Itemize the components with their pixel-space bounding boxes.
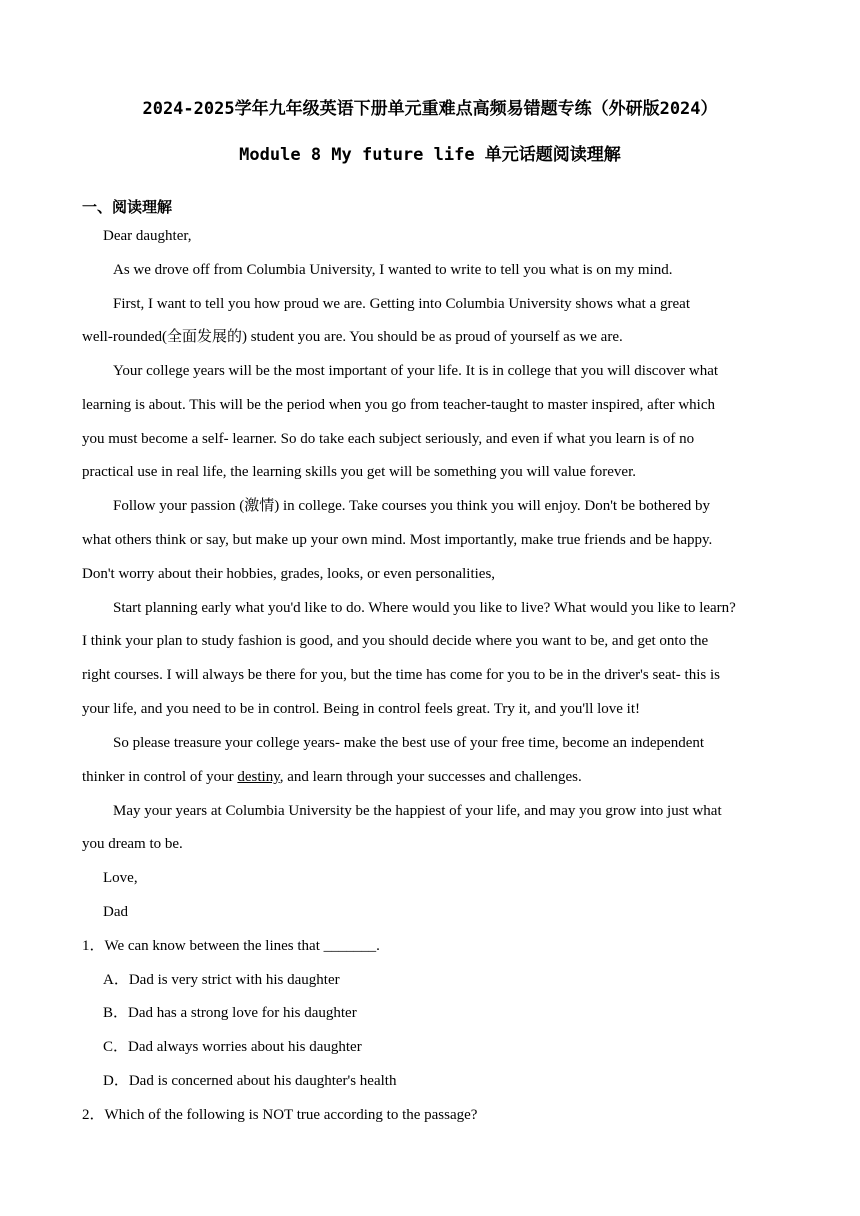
letter-line: what others think or say, but make up your own mind. Most importantly, make true friends and be happy. bbox=[82, 532, 713, 548]
question-stem: 1．We can know between the lines that _______. bbox=[82, 938, 380, 954]
answer-option-c: C．Dad always worries about his daughter bbox=[103, 1039, 362, 1055]
letter-signature: Dad bbox=[103, 904, 128, 920]
text-segment: , and learn through your successes and challenges. bbox=[279, 769, 582, 785]
question-stem: 2．Which of the following is NOT true according to the passage? bbox=[82, 1107, 478, 1123]
letter-line: Don't worry about their hobbies, grades, looks, or even personalities, bbox=[82, 566, 496, 582]
underlined-word-destiny: destiny bbox=[237, 769, 280, 785]
answer-option-d: D．Dad is concerned about his daughter's health bbox=[103, 1073, 397, 1089]
letter-line: your life, and you need to be in control. Being in control feels great. Try it, and you'll love it! bbox=[82, 701, 641, 717]
letter-line: Your college years will be the most important of your life. It is in college that you will discover what bbox=[113, 363, 719, 379]
letter-line: Start planning early what you'd like to do. Where would you like to live? What would you like to learn? bbox=[113, 600, 736, 616]
letter-closing: Love, bbox=[103, 870, 138, 886]
answer-option-b: B．Dad has a strong love for his daughter bbox=[103, 1005, 357, 1021]
section-heading: 一、阅读理解 bbox=[82, 198, 173, 216]
letter-line: So please treasure your college years- make the best use of your free time, become an independent bbox=[113, 735, 705, 751]
letter-line: learning is about. This will be the period when you go from teacher-taught to master inspired, after which bbox=[82, 397, 715, 413]
letter-line: right courses. I will always be there for you, but the time has come for you to be in the driver's seat- this is bbox=[82, 667, 720, 683]
document-subtitle: Module 8 My future life 单元话题阅读理解 bbox=[239, 145, 621, 165]
letter-line: May your years at Columbia University be the happiest of your life, and may you grow into just what bbox=[113, 803, 722, 819]
letter-greeting: Dear daughter, bbox=[103, 228, 192, 244]
answer-option-a: A．Dad is very strict with his daughter bbox=[103, 972, 340, 988]
letter-line: practical use in real life, the learning skills you get will be something you will value forever. bbox=[82, 464, 637, 480]
letter-line-destiny bbox=[82, 767, 582, 787]
letter-line: you must become a self- learner. So do take each subject seriously, and even if what you learn is of no bbox=[82, 431, 695, 447]
letter-line: well-rounded(全面发展的) student you are. You should be as proud of yourself as we are. bbox=[82, 329, 623, 345]
letter-line: I think your plan to study fashion is good, and you should decide where you want to be, and get onto the bbox=[82, 633, 709, 649]
letter-line: you dream to be. bbox=[82, 836, 183, 852]
letter-line: First, I want to tell you how proud we are. Getting into Columbia University shows what a great bbox=[113, 296, 690, 312]
document-title: 2024-2025学年九年级英语下册单元重难点高频易错题专练（外研版2024） bbox=[142, 99, 718, 119]
letter-line: As we drove off from Columbia University, I wanted to write to tell you what is on my mind. bbox=[113, 262, 673, 278]
letter-line: Follow your passion (激情) in college. Take courses you think you will enjoy. Don't be bothered by bbox=[113, 498, 710, 514]
text-segment: thinker in control of your bbox=[82, 769, 238, 785]
